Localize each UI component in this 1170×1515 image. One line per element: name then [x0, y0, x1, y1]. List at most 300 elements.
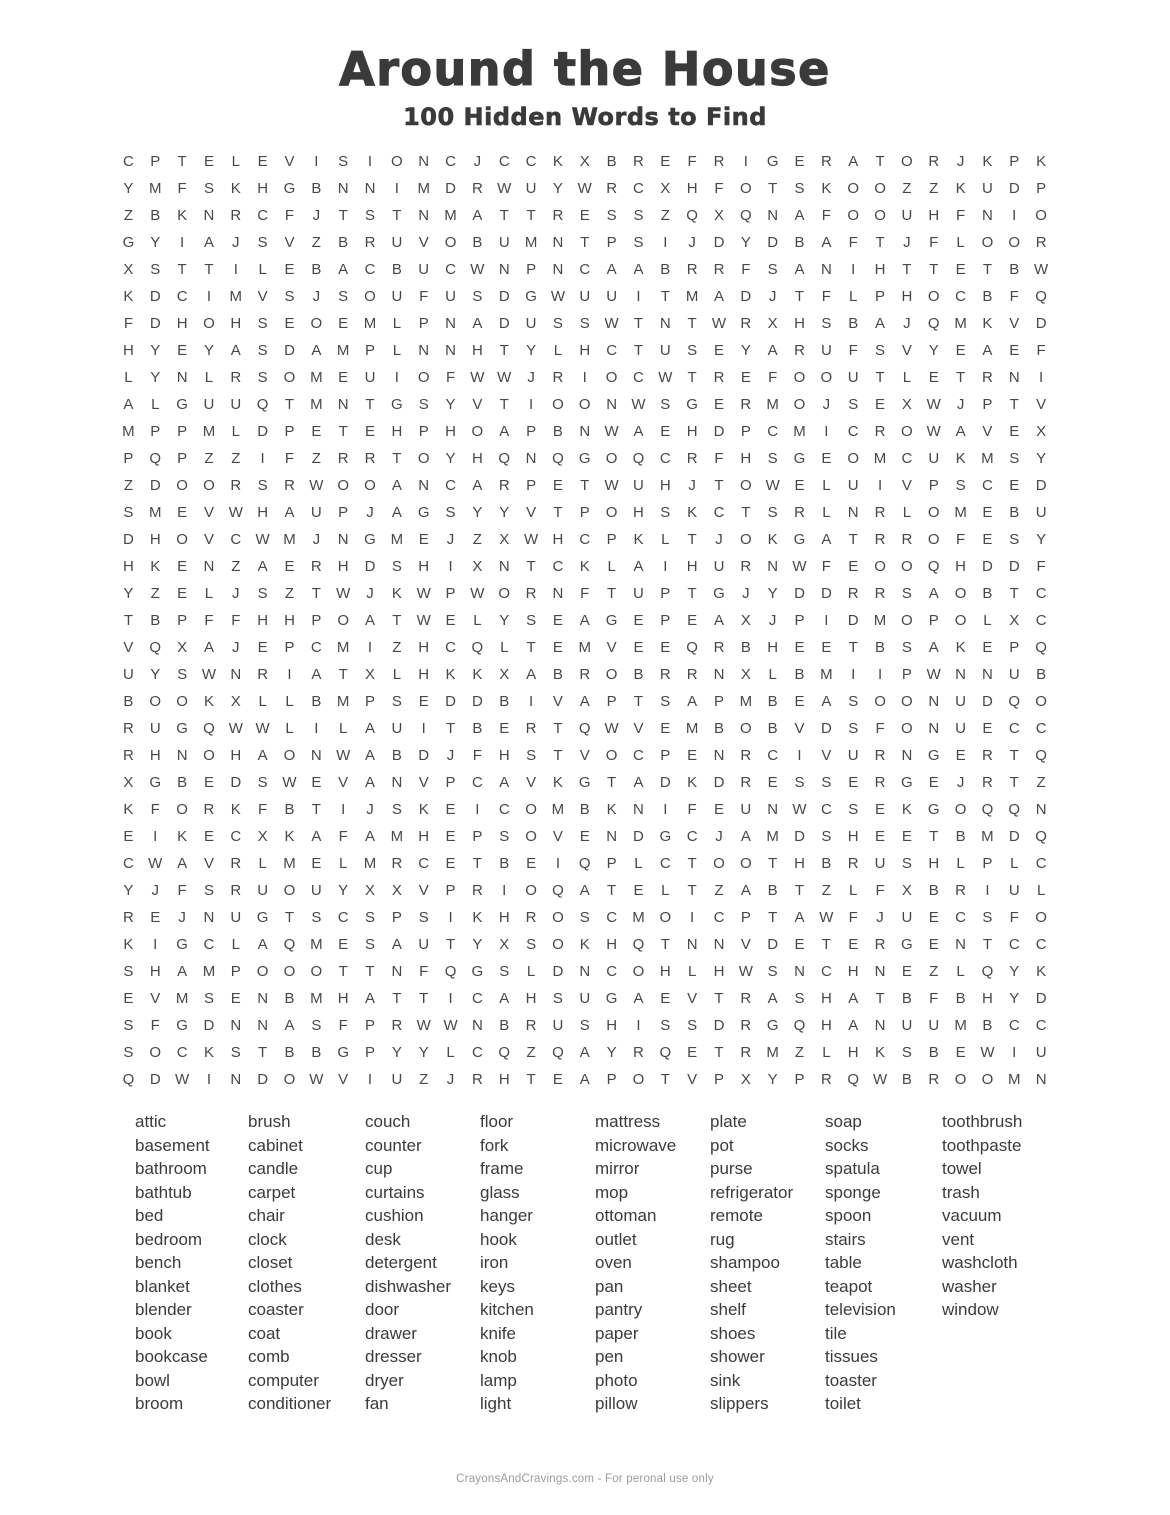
word-list-item: shower — [710, 1347, 765, 1366]
word-list-item: shelf — [710, 1300, 746, 1319]
grid-cell: M — [122, 423, 135, 440]
grid-cell: R — [633, 1044, 644, 1061]
grid-cell: X — [901, 882, 912, 899]
grid-cell: I — [663, 801, 668, 818]
grid-cell: L — [500, 639, 509, 656]
grid-cell: O — [149, 1044, 162, 1061]
grid-cell: N — [525, 450, 537, 467]
grid-cell: O — [739, 180, 752, 197]
grid-cell: G — [283, 180, 296, 197]
word-list-item: counter — [365, 1135, 422, 1155]
grid-cell: N — [606, 828, 618, 845]
grid-cell: M — [149, 180, 162, 197]
grid-cell: Q — [927, 558, 940, 575]
grid-cell: P — [445, 774, 456, 791]
word-list-item: teapot — [825, 1276, 873, 1296]
grid-cell: E — [257, 153, 268, 170]
grid-cell: P — [606, 855, 617, 872]
grid-cell: K — [123, 801, 134, 818]
grid-cell: O — [632, 1071, 645, 1088]
grid-cell: W — [577, 180, 592, 197]
grid-cell: O — [954, 585, 967, 602]
grid-cell: W — [470, 261, 485, 278]
grid-cell: Q — [498, 450, 511, 467]
grid-cell: L — [983, 612, 992, 629]
grid-cell: S — [821, 315, 832, 332]
grid-cell: F — [150, 1017, 160, 1034]
grid-cell: P — [177, 423, 188, 440]
grid-cell: I — [690, 909, 695, 926]
grid-cell: T — [258, 1044, 268, 1061]
grid-cell: G — [713, 585, 725, 602]
grid-cell: C — [445, 639, 456, 656]
grid-cell: R — [740, 396, 752, 413]
grid-cell: Y — [1009, 990, 1020, 1007]
grid-cell: Y — [1036, 531, 1047, 548]
grid-cell: K — [875, 1044, 886, 1061]
grid-cell: S — [901, 585, 912, 602]
grid-cell: L — [849, 882, 858, 899]
grid-cell: P — [365, 342, 376, 359]
grid-cell: O — [176, 531, 188, 548]
grid-cell: B — [472, 234, 483, 251]
grid-cell: J — [366, 504, 374, 521]
grid-cell: I — [260, 450, 265, 467]
grid-cell: D — [633, 828, 644, 845]
grid-cell: O — [739, 855, 752, 872]
grid-cell: C — [230, 531, 242, 548]
grid-cell: G — [176, 720, 188, 737]
grid-cell: T — [633, 342, 644, 359]
grid-cell: P — [606, 693, 617, 710]
grid-cell: R — [740, 990, 752, 1007]
grid-cell: S — [230, 1044, 241, 1061]
grid-cell: V — [203, 855, 214, 872]
grid-cell: E — [794, 477, 805, 494]
grid-cell: R — [955, 882, 966, 899]
grid-cell: B — [150, 207, 161, 224]
grid-cell: T — [768, 909, 778, 926]
grid-cell: P — [526, 477, 537, 494]
word-list-item: mattress — [595, 1112, 661, 1131]
grid-cell: Q — [1035, 288, 1047, 305]
grid-cell: N — [713, 747, 725, 764]
grid-cell: L — [902, 504, 912, 521]
grid-cell: D — [230, 774, 242, 791]
grid-cell: M — [1008, 1071, 1021, 1088]
grid-cell: Y — [606, 1044, 617, 1061]
grid-cell: C — [820, 801, 832, 818]
grid-cell: R — [982, 774, 993, 791]
grid-cell: V — [472, 396, 483, 413]
word-list-column — [365, 1110, 480, 1416]
grid-cell: V — [418, 234, 429, 251]
grid-cell: H — [149, 747, 161, 764]
grid-cell: O — [337, 612, 349, 629]
grid-cell: H — [418, 828, 430, 845]
grid-cell: N — [230, 1017, 242, 1034]
grid-cell: I — [985, 882, 990, 899]
grid-cell: X — [177, 639, 188, 656]
grid-cell: O — [417, 450, 430, 467]
grid-cell: K — [177, 828, 188, 845]
grid-cell: U — [391, 720, 403, 737]
grid-cell: P — [526, 423, 537, 440]
grid-cell: M — [981, 828, 994, 845]
grid-cell: N — [203, 558, 215, 575]
grid-cell: Y — [740, 342, 751, 359]
word-list-item: lamp — [480, 1370, 517, 1390]
grid-cell: I — [1039, 369, 1044, 386]
grid-cell: R — [982, 747, 993, 764]
grid-cell: C — [176, 1044, 188, 1061]
grid-cell: S — [391, 558, 402, 575]
grid-cell: B — [901, 1071, 912, 1088]
grid-cell: Z — [150, 585, 160, 602]
grid-cell: U — [418, 261, 430, 278]
grid-cell: B — [982, 1017, 993, 1034]
word-list-item: fan — [365, 1394, 389, 1413]
grid-cell: C — [471, 774, 483, 791]
grid-cell: B — [311, 1044, 322, 1061]
grid-cell: P — [660, 612, 671, 629]
grid-cell: W — [228, 720, 243, 737]
grid-cell: T — [768, 180, 778, 197]
grid-cell: J — [956, 396, 965, 413]
grid-cell: H — [498, 909, 510, 926]
grid-cell: S — [123, 963, 134, 980]
grid-cell: L — [661, 882, 670, 899]
grid-cell: Y — [552, 180, 563, 197]
grid-cell: T — [553, 720, 563, 737]
grid-cell: U — [606, 288, 618, 305]
grid-cell: N — [391, 774, 403, 791]
word-list-item: toothpaste — [942, 1135, 1022, 1155]
grid-cell: N — [471, 1017, 483, 1034]
grid-cell: M — [149, 504, 162, 521]
grid-cell: B — [794, 666, 805, 683]
grid-cell: S — [257, 369, 268, 386]
grid-cell: I — [851, 666, 856, 683]
grid-cell: E — [418, 693, 429, 710]
grid-cell: L — [151, 396, 160, 413]
grid-cell: S — [257, 315, 268, 332]
word-list-item: blanket — [135, 1276, 190, 1296]
grid-cell: P — [445, 882, 456, 899]
grid-cell: J — [446, 531, 455, 548]
grid-cell: M — [739, 693, 753, 710]
grid-cell: A — [821, 531, 832, 548]
grid-cell: C — [982, 477, 993, 494]
word-list-item: oven — [595, 1253, 632, 1272]
grid-cell: O — [659, 909, 672, 926]
grid-cell: Z — [902, 180, 912, 197]
grid-cell: H — [284, 612, 295, 629]
grid-cell: Q — [552, 882, 564, 899]
grid-cell: L — [849, 288, 858, 305]
grid-cell: F — [929, 234, 939, 251]
grid-cell: T — [687, 369, 697, 386]
grid-cell: F — [848, 909, 858, 926]
grid-cell: C — [686, 828, 698, 845]
grid-cell: M — [685, 288, 699, 305]
grid-cell: I — [475, 801, 480, 818]
grid-cell: R — [740, 747, 752, 764]
grid-cell: E — [794, 639, 805, 656]
grid-cell: R — [606, 180, 618, 197]
grid-cell: O — [552, 936, 564, 953]
grid-cell: Z — [123, 207, 133, 224]
grid-cell: Z — [929, 963, 939, 980]
grid-cell: T — [633, 693, 644, 710]
grid-cell: A — [821, 234, 832, 251]
grid-cell: R — [230, 207, 242, 224]
grid-row — [115, 823, 1055, 850]
grid-cell: O — [391, 153, 403, 170]
grid-cell: V — [633, 720, 644, 737]
grid-cell: D — [794, 585, 805, 602]
grid-cell: R — [230, 855, 242, 872]
grid-cell: Y — [150, 342, 161, 359]
grid-cell: N — [579, 963, 591, 980]
grid-cell: R — [230, 882, 242, 899]
grid-cell: E — [177, 558, 188, 575]
grid-cell: K — [982, 153, 993, 170]
grid-cell: E — [875, 396, 886, 413]
grid-cell: D — [1008, 180, 1020, 197]
word-list-item: trash — [942, 1182, 980, 1202]
grid-cell: E — [875, 828, 886, 845]
grid-cell: S — [955, 477, 966, 494]
grid-cell: C — [659, 855, 671, 872]
grid-cell: S — [391, 693, 402, 710]
grid-cell: O — [793, 396, 806, 413]
grid-cell: B — [955, 990, 966, 1007]
grid-row — [115, 661, 1055, 688]
grid-cell: F — [821, 558, 831, 575]
grid-cell: E — [713, 801, 724, 818]
grid-cell: A — [257, 558, 268, 575]
grid-cell: K — [150, 558, 161, 575]
grid-cell: F — [1036, 342, 1046, 359]
grid-cell: S — [794, 990, 805, 1007]
grid-cell: S — [257, 234, 268, 251]
grid-cell: T — [1009, 747, 1019, 764]
grid-cell: O — [525, 828, 537, 845]
word-list-item: bookcase — [135, 1347, 208, 1366]
grid-cell: B — [177, 774, 188, 791]
grid-cell: G — [122, 234, 135, 251]
grid-cell: T — [445, 720, 456, 737]
word-list-item: outlet — [595, 1229, 637, 1249]
grid-cell: N — [552, 585, 564, 602]
grid-cell: S — [526, 612, 537, 629]
grid-cell: U — [364, 369, 376, 386]
grid-cell: S — [821, 828, 832, 845]
word-list-item: purse — [710, 1159, 753, 1178]
grid-cell: D — [149, 477, 161, 494]
grid-cell: H — [123, 558, 134, 575]
grid-cell: D — [794, 828, 805, 845]
grid-cell: A — [713, 288, 724, 305]
grid-cell: H — [230, 315, 242, 332]
grid-cell: S — [767, 963, 778, 980]
grid-cell: O — [256, 963, 269, 980]
grid-cell: M — [310, 936, 323, 953]
grid-cell: I — [528, 396, 534, 413]
grid-cell: S — [687, 342, 698, 359]
grid-cell: T — [553, 747, 563, 764]
grid-cell: R — [740, 558, 752, 575]
grid-cell: L — [204, 369, 214, 386]
grid-cell: K — [230, 801, 241, 818]
grid-cell: T — [392, 450, 402, 467]
grid-cell: E — [848, 774, 859, 791]
word-list-item: washer — [942, 1276, 997, 1296]
grid-cell: G — [337, 1044, 349, 1061]
grid-cell: G — [578, 450, 591, 467]
grid-cell: W — [255, 720, 270, 737]
grid-cell: B — [1009, 504, 1020, 521]
grid-row — [115, 391, 1055, 418]
grid-cell: A — [928, 639, 939, 656]
grid-cell: S — [284, 288, 295, 305]
grid-cell: T — [848, 531, 858, 548]
grid-cell: W — [416, 612, 431, 629]
grid-cell: B — [606, 153, 617, 170]
grid-cell: W — [309, 477, 324, 494]
grid-cell: G — [793, 450, 806, 467]
grid-cell: N — [820, 261, 832, 278]
grid-cell: K — [230, 180, 241, 197]
grid-cell: L — [285, 693, 294, 710]
grid-cell: F — [419, 288, 429, 305]
grid-cell: Q — [578, 720, 591, 737]
grid-cell: N — [498, 558, 510, 575]
grid-cell: C — [1035, 612, 1047, 629]
grid-cell: M — [390, 828, 404, 845]
grid-cell: N — [928, 693, 940, 710]
word-list-column — [942, 1110, 1112, 1416]
grid-cell: D — [1035, 477, 1047, 494]
word-list-item: computer — [248, 1370, 319, 1390]
grid-cell: E — [311, 423, 322, 440]
grid-cell: U — [391, 234, 403, 251]
grid-cell: D — [1008, 558, 1020, 575]
grid-cell: S — [660, 504, 671, 521]
grid-cell: O — [739, 720, 752, 737]
grid-cell: W — [228, 504, 243, 521]
grid-cell: F — [929, 990, 939, 1007]
grid-cell: U — [1008, 666, 1020, 683]
grid-cell: R — [874, 585, 886, 602]
grid-cell: Q — [927, 315, 940, 332]
grid-cell: T — [580, 477, 590, 494]
word-list — [0, 1110, 1170, 1416]
grid-cell: Q — [981, 801, 994, 818]
grid-cell: D — [847, 612, 859, 629]
grid-cell: C — [445, 153, 456, 170]
grid-cell: A — [472, 477, 483, 494]
word-list-item: couch — [365, 1112, 411, 1131]
word-list-item: knife — [480, 1323, 516, 1343]
grid-cell: N — [364, 180, 376, 197]
grid-row — [115, 634, 1055, 661]
grid-cell: E — [311, 774, 322, 791]
grid-cell: J — [527, 369, 535, 386]
word-list-item: cabinet — [248, 1135, 303, 1155]
grid-cell: U — [847, 747, 859, 764]
grid-cell: N — [713, 666, 725, 683]
grid-cell: Y — [928, 342, 939, 359]
grid-cell: P — [284, 423, 295, 440]
grid-cell: K — [687, 504, 698, 521]
grid-cell: M — [820, 666, 833, 683]
grid-cell: L — [258, 693, 267, 710]
grid-cell: G — [927, 747, 940, 764]
grid-cell: U — [391, 1071, 403, 1088]
word-list-item: desk — [365, 1229, 401, 1249]
word-list-item: comb — [248, 1347, 290, 1366]
grid-cell: S — [391, 801, 402, 818]
grid-cell: T — [338, 423, 348, 440]
grid-cell: N — [418, 477, 430, 494]
grid-cell: I — [877, 477, 883, 494]
grid-cell: T — [499, 342, 509, 359]
grid-row — [115, 175, 1055, 202]
grid-cell: S — [1009, 531, 1020, 548]
grid-cell: I — [636, 1017, 641, 1034]
grid-cell: R — [874, 504, 886, 521]
grid-cell: B — [311, 261, 322, 278]
grid-cell: T — [284, 396, 295, 413]
grid-cell: D — [364, 558, 376, 575]
grid-cell: I — [287, 666, 292, 683]
grid-cell: P — [660, 747, 671, 764]
grid-cell: P — [606, 1071, 617, 1088]
grid-cell: A — [177, 963, 188, 980]
grid-cell: T — [1009, 774, 1019, 791]
grid-cell: B — [284, 1044, 295, 1061]
grid-cell: T — [929, 828, 939, 845]
grid-cell: H — [633, 504, 644, 521]
grid-cell: H — [149, 531, 161, 548]
grid-cell: P — [445, 585, 456, 602]
grid-cell: O — [149, 693, 162, 710]
grid-cell: H — [176, 315, 188, 332]
grid-cell: E — [740, 369, 751, 386]
grid-cell: A — [311, 666, 322, 683]
grid-cell: H — [498, 1071, 510, 1088]
grid-row — [115, 229, 1055, 256]
grid-cell: G — [176, 1017, 188, 1034]
grid-cell: T — [177, 261, 187, 278]
grid-cell: R — [471, 180, 483, 197]
grid-cell: P — [740, 423, 751, 440]
grid-cell: E — [257, 639, 268, 656]
grid-cell: F — [687, 153, 697, 170]
grid-cell: G — [471, 963, 484, 980]
grid-cell: P — [150, 153, 161, 170]
grid-cell: E — [982, 531, 993, 548]
grid-cell: A — [794, 909, 805, 926]
grid-cell: W — [792, 558, 807, 575]
grid-cell: K — [552, 774, 563, 791]
word-list-item: cup — [365, 1159, 393, 1178]
grid-cell: L — [473, 612, 482, 629]
grid-cell: L — [526, 963, 536, 980]
grid-cell: B — [901, 990, 912, 1007]
